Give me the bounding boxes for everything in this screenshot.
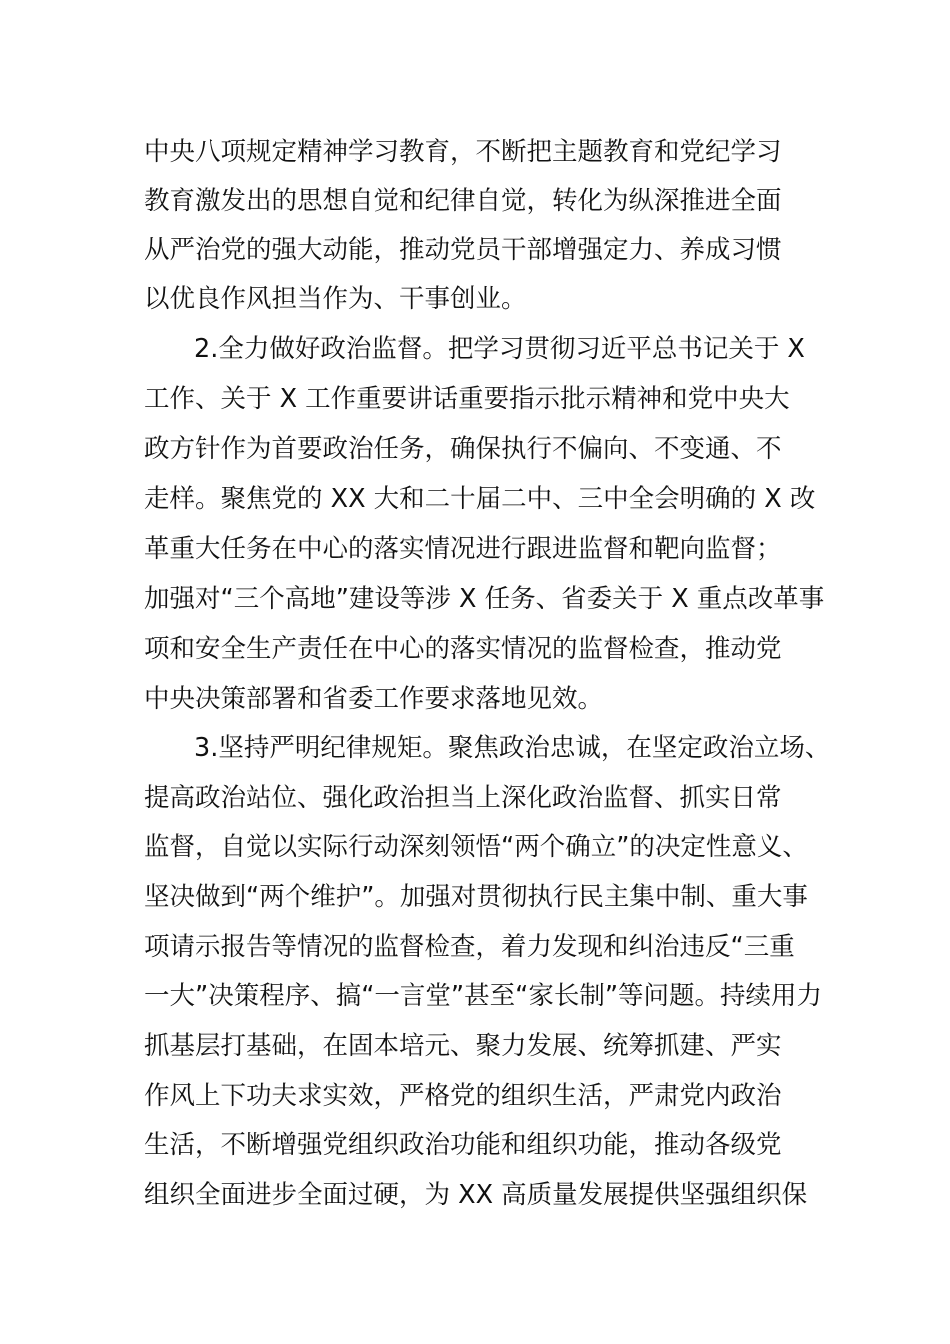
- text-line-16: 坚决做到“两个维护”。加强对贯彻执行民主集中制、重大事: [144, 882, 808, 912]
- paragraph-3-heading-line: 3.坚持严明纪律规矩。聚焦政治忠诚，在坚定政治立场、: [194, 733, 831, 763]
- text-line-2: 教育激发出的思想自觉和纪律自觉，转化为纵深推进全面: [144, 186, 782, 216]
- text-line-8: 走样。聚焦党的 XX 大和二十届二中、三中全会明确的 X 改: [144, 484, 816, 514]
- text-line-18: 一大”决策程序、搞“一言堂”甚至“家长制”等问题。持续用力: [144, 981, 823, 1011]
- text-line-1: 中央八项规定精神学习教育，不断把主题教育和党纪学习: [144, 137, 782, 167]
- text-line-12: 中央决策部署和省委工作要求落地见效。: [144, 684, 604, 714]
- text-line-19: 抓基层打基础，在固本培元、聚力发展、统筹抓建、严实: [144, 1031, 782, 1061]
- text-line-21: 生活，不断增强党组织政治功能和组织功能，推动各级党: [144, 1130, 782, 1160]
- text-line-17: 项请示报告等情况的监督检查，着力发现和纠治违反“三重: [144, 932, 795, 962]
- text-line-9: 革重大任务在中心的落实情况进行跟进监督和靶向监督；: [144, 534, 782, 564]
- text-line-20: 作风上下功夫求实效，严格党的组织生活，严肃党内政治: [144, 1081, 782, 1111]
- text-line-22: 组织全面进步全面过硬，为 XX 高质量发展提供坚强组织保: [144, 1180, 808, 1210]
- text-line-7: 政方针作为首要政治任务，确保执行不偏向、不变通、不: [144, 434, 782, 464]
- text-line-4: 以优良作风担当作为、干事创业。: [144, 284, 527, 314]
- text-line-11: 项和安全生产责任在中心的落实情况的监督检查，推动党: [144, 634, 782, 664]
- text-line-14: 提高政治站位、强化政治担当上深化政治监督、抓实日常: [144, 783, 782, 813]
- paragraph-2-heading-line: 2.全力做好政治监督。把学习贯彻习近平总书记关于 X: [194, 334, 805, 364]
- text-line-10: 加强对“三个高地”建设等涉 X 任务、省委关于 X 重点改革事: [144, 584, 825, 614]
- text-line-15: 监督，自觉以实际行动深刻领悟“两个确立”的决定性意义、: [144, 832, 808, 862]
- text-line-6: 工作、关于 X 工作重要讲话重要指示批示精神和党中央大: [144, 384, 790, 414]
- text-line-3: 从严治党的强大动能，推动党员干部增强定力、养成习惯: [144, 235, 782, 265]
